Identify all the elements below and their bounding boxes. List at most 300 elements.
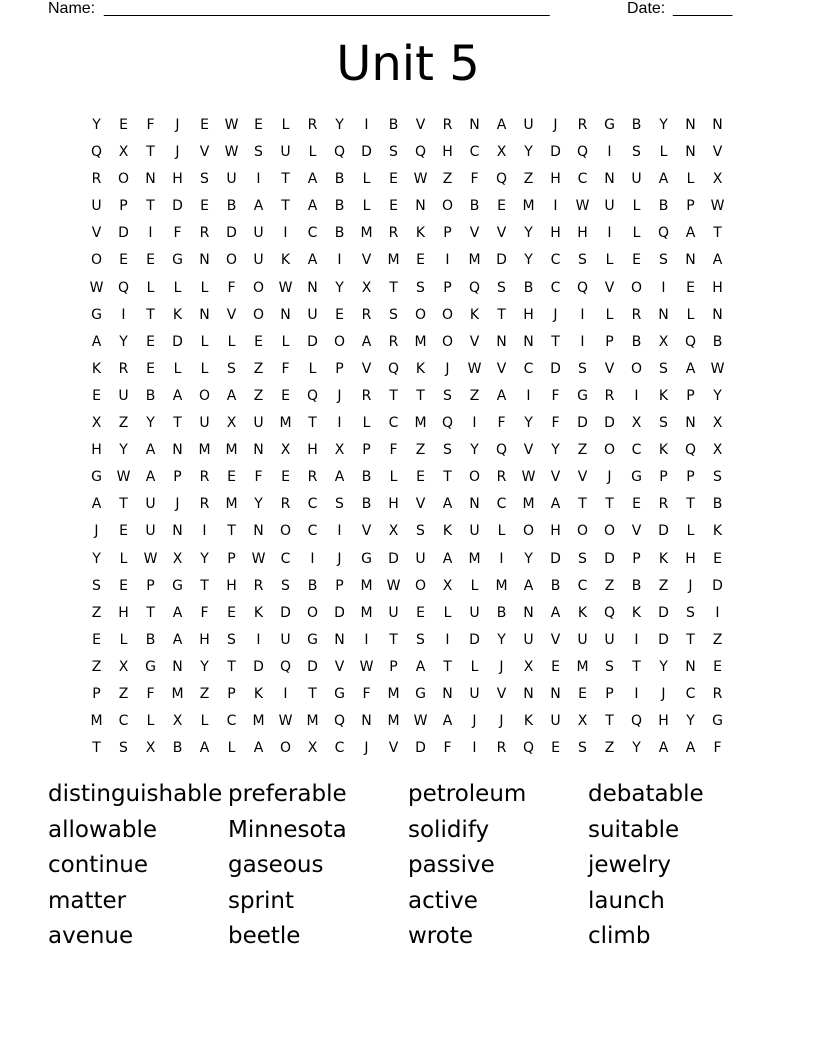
grid-letter: Y <box>524 550 533 567</box>
grid-letter: X <box>280 442 291 459</box>
grid-letter: U <box>91 198 102 215</box>
grid-letter: S <box>281 577 290 594</box>
grid-letter: F <box>551 387 560 404</box>
grid-letter: F <box>200 604 209 621</box>
grid-letter: L <box>200 333 209 350</box>
grid-letter: A <box>172 387 183 404</box>
grid-letter: Y <box>524 415 533 432</box>
grid-letter: I <box>445 631 450 648</box>
grid-letter: R <box>388 333 399 350</box>
grid-letter: B <box>145 631 156 648</box>
grid-letter: Z <box>118 415 129 432</box>
grid-letter: L <box>686 306 695 323</box>
grid-letter: E <box>119 523 128 540</box>
grid-letter: W <box>710 360 725 377</box>
grid-letter: D <box>550 550 561 567</box>
grid-letter: I <box>715 604 720 621</box>
grid-letter: V <box>523 442 534 459</box>
grid-letter: E <box>578 685 587 702</box>
grid-letter: T <box>686 496 695 513</box>
grid-letter: K <box>658 550 669 567</box>
grid-letter: E <box>146 252 155 269</box>
word-list-item: climb <box>588 923 651 949</box>
grid-row <box>83 464 733 491</box>
grid-letter: Q <box>495 442 508 459</box>
grid-letter: A <box>442 496 453 513</box>
grid-letter: G <box>172 577 183 594</box>
grid-letter: V <box>226 306 237 323</box>
grid-letter: J <box>175 144 180 161</box>
grid-letter: I <box>337 252 342 269</box>
grid-letter: Q <box>117 279 130 296</box>
grid-letter: Q <box>333 713 346 730</box>
grid-letter: B <box>631 117 642 133</box>
grid-letter: K <box>523 713 534 730</box>
grid-letter: N <box>172 442 183 459</box>
grid-letter: H <box>550 523 561 540</box>
grid-letter: R <box>361 387 372 404</box>
grid-letter: A <box>496 117 507 133</box>
grid-letter: E <box>254 333 263 350</box>
grid-letter: R <box>604 387 615 404</box>
grid-letter: Q <box>495 171 508 188</box>
grid-letter: U <box>577 631 588 648</box>
grid-letter: T <box>146 604 155 621</box>
grid-letter: G <box>307 631 318 648</box>
grid-letter: B <box>172 740 183 757</box>
grid-letter: I <box>472 415 477 432</box>
grid-letter: N <box>199 252 210 269</box>
grid-letter: D <box>280 604 291 621</box>
grid-letter: U <box>604 631 615 648</box>
grid-letter: B <box>361 496 372 513</box>
grid-letter: W <box>710 198 725 215</box>
grid-letter: J <box>445 360 450 377</box>
grid-letter: I <box>634 685 639 702</box>
grid-letter: A <box>199 740 210 757</box>
grid-letter: N <box>685 117 696 133</box>
grid-letter: Z <box>658 577 669 594</box>
grid-letter: U <box>388 604 399 621</box>
grid-letter: O <box>630 279 643 296</box>
grid-letter: A <box>253 198 264 215</box>
grid-letter: R <box>199 496 210 513</box>
grid-letter: R <box>388 225 399 242</box>
grid-letter: B <box>712 333 723 350</box>
grid-letter: P <box>632 550 641 567</box>
grid-letter: O <box>333 333 346 350</box>
grid-letter: D <box>334 604 345 621</box>
grid-letter: I <box>634 387 639 404</box>
grid-letter: Y <box>524 225 533 242</box>
grid-letter: P <box>362 442 371 459</box>
grid-letter: N <box>496 333 507 350</box>
grid-letter: O <box>630 360 643 377</box>
grid-letter: K <box>631 604 642 621</box>
grid-letter: X <box>334 442 345 459</box>
grid-letter: Y <box>470 442 479 459</box>
grid-letter: K <box>253 604 264 621</box>
grid-letter: A <box>550 496 561 513</box>
grid-letter: Q <box>684 442 697 459</box>
grid-letter: E <box>119 252 128 269</box>
grid-letter: L <box>308 144 317 161</box>
grid-letter: M <box>522 496 535 513</box>
grid-letter: W <box>143 550 158 567</box>
grid-letter: K <box>172 306 183 323</box>
grid-letter: A <box>334 469 345 486</box>
grid-letter: A <box>550 604 561 621</box>
grid-letter: E <box>389 171 398 188</box>
grid-letter: Y <box>92 117 101 133</box>
grid-letter: M <box>225 496 238 513</box>
grid-letter: A <box>496 387 507 404</box>
grid-letter: X <box>118 144 129 161</box>
grid-letter: E <box>281 387 290 404</box>
word-list-item: petroleum <box>408 781 527 807</box>
word-list-item: active <box>408 887 478 914</box>
grid-letter: V <box>550 469 561 486</box>
grid-letter: S <box>686 604 695 621</box>
grid-letter: Q <box>333 144 346 161</box>
grid-letter: W <box>116 469 131 486</box>
grid-letter: H <box>712 279 723 296</box>
grid-letter: U <box>550 713 561 730</box>
grid-letter: R <box>199 469 210 486</box>
grid-letter: I <box>580 306 585 323</box>
grid-row <box>83 166 733 193</box>
grid-letter: N <box>334 631 345 648</box>
grid-letter: E <box>254 117 263 133</box>
grid-letter: U <box>631 171 642 188</box>
grid-row <box>83 329 733 356</box>
grid-letter: T <box>686 631 695 648</box>
grid-letter: B <box>523 279 534 296</box>
grid-letter: S <box>119 740 128 757</box>
grid-letter: R <box>361 306 372 323</box>
grid-letter: T <box>146 198 155 215</box>
grid-letter: U <box>226 171 237 188</box>
grid-letter: V <box>469 225 480 242</box>
grid-letter: E <box>146 333 155 350</box>
grid-letter: Y <box>146 415 155 432</box>
grid-letter: S <box>416 631 425 648</box>
grid-letter: U <box>145 496 156 513</box>
grid-letter: A <box>91 496 102 513</box>
grid-letter: W <box>251 550 266 567</box>
grid-letter: N <box>145 171 156 188</box>
grid-letter: W <box>575 198 590 215</box>
grid-letter: B <box>658 198 669 215</box>
word-list-item: beetle <box>228 923 301 949</box>
grid-letter: O <box>279 523 292 540</box>
grid-letter: M <box>252 713 265 730</box>
grid-letter: H <box>226 577 237 594</box>
grid-letter: A <box>523 577 534 594</box>
grid-letter: Y <box>524 144 533 161</box>
word-list-item: allowable <box>48 816 157 843</box>
grid-letter: C <box>307 523 318 540</box>
grid-letter: X <box>307 740 318 757</box>
grid-letter: X <box>145 740 156 757</box>
grid-letter: V <box>550 631 561 648</box>
grid-letter: Z <box>118 685 129 702</box>
grid-letter: Z <box>91 604 102 621</box>
grid-letter: R <box>712 685 723 702</box>
grid-letter: F <box>146 685 155 702</box>
grid-letter: Y <box>659 117 668 133</box>
grid-letter: F <box>227 279 236 296</box>
grid-letter: P <box>146 577 155 594</box>
grid-letter: M <box>576 658 589 675</box>
grid-letter: W <box>521 469 536 486</box>
grid-letter: H <box>307 442 318 459</box>
grid-letter: V <box>469 333 480 350</box>
grid-letter: I <box>472 740 477 757</box>
grid-letter: N <box>307 279 318 296</box>
grid-letter: Q <box>576 144 589 161</box>
grid-letter: X <box>118 658 129 675</box>
grid-letter: R <box>658 496 669 513</box>
grid-letter: Z <box>442 171 453 188</box>
grid-letter: Z <box>253 360 264 377</box>
grid-letter: I <box>634 631 639 648</box>
grid-letter: O <box>603 442 616 459</box>
grid-letter: G <box>604 117 615 133</box>
grid-letter: A <box>658 171 669 188</box>
grid-letter: D <box>307 333 318 350</box>
grid-letter: D <box>604 550 615 567</box>
grid-letter: S <box>389 144 398 161</box>
grid-letter: U <box>415 550 426 567</box>
grid-letter: U <box>253 415 264 432</box>
grid-letter: Q <box>522 740 535 757</box>
grid-letter: V <box>361 523 372 540</box>
grid-letter: T <box>416 387 425 404</box>
grid-letter: V <box>361 252 372 269</box>
grid-letter: K <box>658 387 669 404</box>
grid-letter: U <box>280 144 291 161</box>
grid-letter: B <box>334 198 345 215</box>
grid-letter: A <box>253 740 264 757</box>
grid-letter: M <box>387 713 400 730</box>
grid-letter: R <box>577 117 588 133</box>
grid-letter: J <box>661 685 666 702</box>
grid-letter: C <box>577 171 588 188</box>
grid-row <box>83 627 733 654</box>
grid-letter: Z <box>415 442 426 459</box>
grid-letter: B <box>334 225 345 242</box>
grid-letter: R <box>307 469 318 486</box>
grid-letter: K <box>91 360 102 377</box>
grid-letter: U <box>604 198 615 215</box>
grid-letter: O <box>441 198 454 215</box>
grid-letter: P <box>227 550 236 567</box>
grid-letter: X <box>226 415 237 432</box>
grid-letter: V <box>496 225 507 242</box>
grid-letter: O <box>522 523 535 540</box>
grid-letter: I <box>337 415 342 432</box>
grid-letter: M <box>414 333 427 350</box>
grid-letter: S <box>443 442 452 459</box>
grid-letter: L <box>173 360 182 377</box>
grid-row <box>83 383 733 410</box>
grid-letter: V <box>415 117 426 133</box>
word-list-item: jewelry <box>588 852 671 878</box>
grid-letter: X <box>361 279 372 296</box>
grid-letter: L <box>443 604 452 621</box>
grid-letter: U <box>523 631 534 648</box>
grid-letter: N <box>523 333 534 350</box>
grid-letter: M <box>360 225 373 242</box>
grid-letter: Q <box>630 713 643 730</box>
grid-letter: D <box>496 252 507 269</box>
grid-letter: M <box>387 685 400 702</box>
grid-letter: D <box>172 198 183 215</box>
grid-letter: B <box>550 577 561 594</box>
grid-letter: X <box>172 713 183 730</box>
grid-letter: J <box>553 117 558 133</box>
grid-letter: N <box>469 496 480 513</box>
grid-letter: M <box>468 252 481 269</box>
grid-letter: O <box>414 306 427 323</box>
word-list-item: gaseous <box>228 852 324 878</box>
grid-letter: E <box>146 360 155 377</box>
grid-letter: Y <box>254 496 263 513</box>
grid-letter: L <box>686 523 695 540</box>
grid-letter: P <box>605 333 614 350</box>
grid-letter: Q <box>684 333 697 350</box>
grid-letter: B <box>496 604 507 621</box>
grid-letter: M <box>306 713 319 730</box>
grid-letter: Z <box>577 442 588 459</box>
grid-row <box>83 491 733 518</box>
grid-letter: B <box>388 117 399 133</box>
grid-letter: O <box>198 387 211 404</box>
grid-letter: Q <box>387 360 400 377</box>
word-list-item: wrote <box>408 923 474 949</box>
grid-letter: S <box>578 360 587 377</box>
grid-letter: I <box>364 117 369 133</box>
grid-letter: D <box>415 740 426 757</box>
grid-letter: X <box>442 577 453 594</box>
grid-letter: H <box>658 713 669 730</box>
grid-letter: G <box>631 469 642 486</box>
grid-letter: N <box>550 685 561 702</box>
word-list-item: continue <box>48 852 149 878</box>
grid-letter: E <box>416 469 425 486</box>
grid-letter: Y <box>200 550 209 567</box>
grid-letter: R <box>496 740 507 757</box>
grid-letter: M <box>360 577 373 594</box>
grid-letter: T <box>308 415 317 432</box>
grid-letter: N <box>712 117 723 133</box>
grid-letter: N <box>280 306 291 323</box>
grid-letter: O <box>279 740 292 757</box>
grid-letter: F <box>389 442 398 459</box>
grid-letter: N <box>685 144 696 161</box>
grid-letter: X <box>388 523 399 540</box>
grid-letter: H <box>118 604 129 621</box>
grid-letter: L <box>605 306 614 323</box>
grid-letter: T <box>551 333 560 350</box>
grid-letter: I <box>607 225 612 242</box>
grid-letter: T <box>632 658 641 675</box>
grid-letter: J <box>607 469 612 486</box>
grid-letter: Q <box>603 604 616 621</box>
grid-letter: D <box>658 631 669 648</box>
grid-letter: S <box>659 415 668 432</box>
grid-letter: O <box>441 306 454 323</box>
word-list-item: distinguishable <box>48 781 223 807</box>
date-label: Date: <box>627 0 666 17</box>
grid-letter: Q <box>468 279 481 296</box>
grid-letter: E <box>551 740 560 757</box>
grid-letter: O <box>252 279 265 296</box>
grid-letter: T <box>227 658 236 675</box>
grid-letter: B <box>361 469 372 486</box>
grid-letter: A <box>172 604 183 621</box>
grid-letter: B <box>631 333 642 350</box>
grid-letter: J <box>337 387 342 404</box>
grid-letter: V <box>199 144 210 161</box>
grid-letter: C <box>334 740 345 757</box>
grid-letter: J <box>688 577 693 594</box>
grid-letter: T <box>146 144 155 161</box>
grid-letter: N <box>415 198 426 215</box>
grid-letter: M <box>495 577 508 594</box>
grid-letter: A <box>91 333 102 350</box>
grid-letter: L <box>362 415 371 432</box>
grid-letter: L <box>200 279 209 296</box>
grid-letter: Y <box>497 631 506 648</box>
grid-letter: H <box>442 144 453 161</box>
grid-letter: H <box>172 171 183 188</box>
grid-letter: I <box>283 225 288 242</box>
grid-letter: T <box>227 523 236 540</box>
grid-letter: A <box>307 171 318 188</box>
grid-letter: H <box>388 496 399 513</box>
grid-letter: E <box>632 252 641 269</box>
grid-letter: L <box>659 144 668 161</box>
grid-letter: G <box>712 713 723 730</box>
grid-letter: I <box>256 631 261 648</box>
grid-letter: S <box>497 279 506 296</box>
grid-row <box>83 681 733 708</box>
grid-letter: V <box>415 496 426 513</box>
grid-letter: U <box>280 631 291 648</box>
grid-letter: C <box>631 442 642 459</box>
grid-letter: L <box>308 360 317 377</box>
grid-letter: Z <box>604 577 615 594</box>
grid-letter: D <box>361 144 372 161</box>
grid-letter: T <box>173 415 182 432</box>
grid-letter: K <box>253 685 264 702</box>
grid-letter: V <box>388 740 399 757</box>
grid-letter: H <box>91 442 102 459</box>
grid-letter: I <box>148 225 153 242</box>
grid-letter: E <box>281 469 290 486</box>
grid-letter: L <box>281 333 290 350</box>
grid-letter: P <box>443 225 452 242</box>
grid-letter: J <box>499 658 504 675</box>
grid-letter: R <box>307 117 318 133</box>
grid-letter: C <box>307 496 318 513</box>
word-list-item: preferable <box>228 781 347 807</box>
grid-letter: P <box>443 279 452 296</box>
grid-letter: D <box>712 577 723 594</box>
grid-letter: B <box>469 198 480 215</box>
